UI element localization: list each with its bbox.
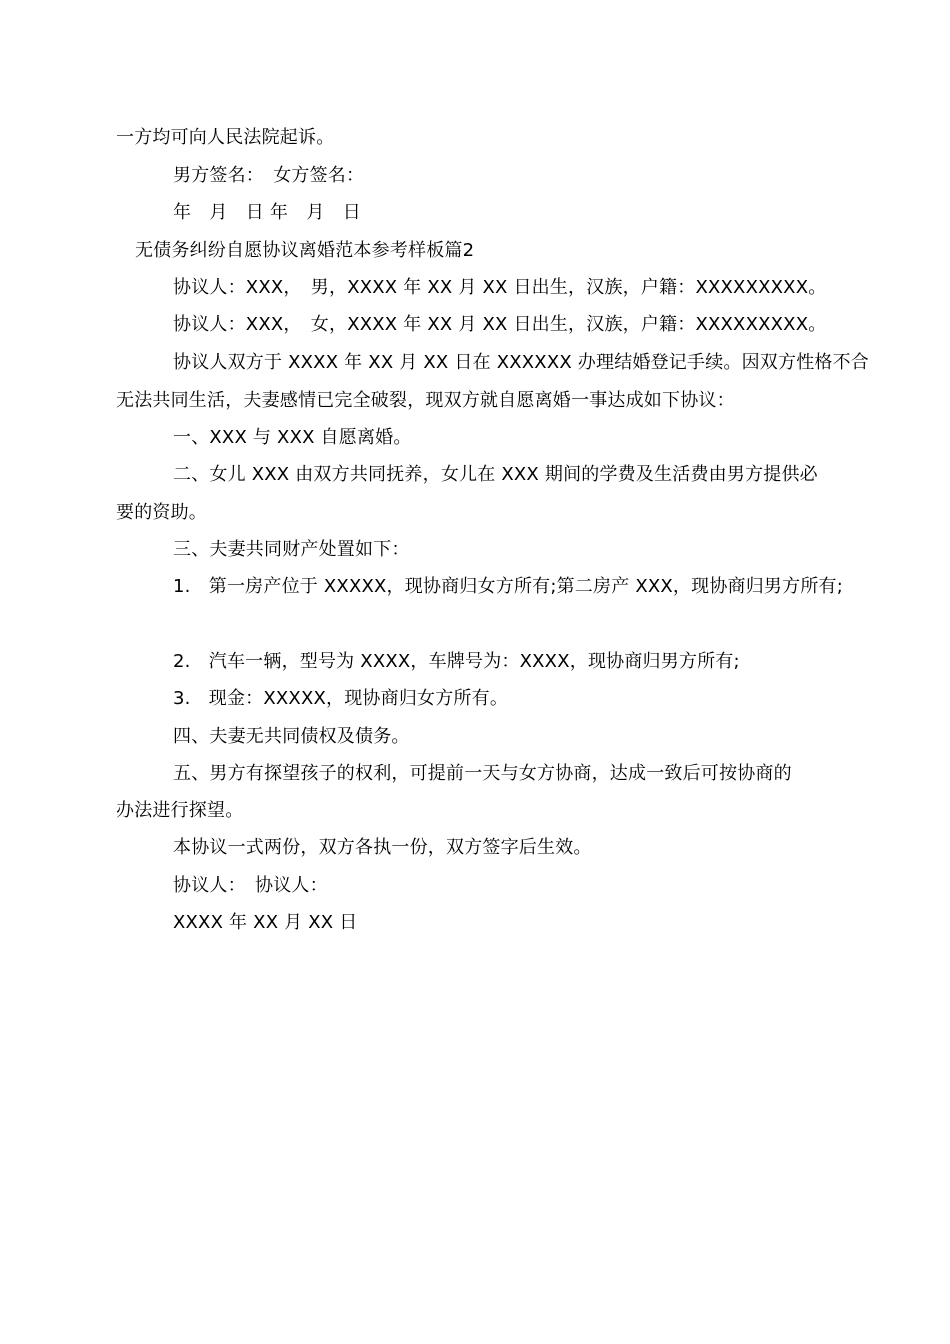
clause-4: 四、夫妻无共同债权及债务。 bbox=[173, 726, 410, 747]
text-line: 一方均可向人民法院起诉。 bbox=[116, 127, 335, 148]
date-placeholders: 年 月 日 年 月 日 bbox=[173, 202, 361, 223]
party-info-male: 协议人：XXX， 男，XXXX 年 XX 月 XX 日出生，汉族，户籍：XXXXXXXXX。 bbox=[173, 277, 827, 298]
clause-1: 一、XXX 与 XXX 自愿离婚。 bbox=[173, 427, 412, 448]
text-line: 要的资助。 bbox=[116, 502, 207, 523]
text-line: 无法共同生活，夫妻感情已完全破裂，现双方就自愿离婚一事达成如下协议： bbox=[116, 390, 735, 411]
text-line: 本协议一式两份，双方各执一份，双方签字后生效。 bbox=[173, 837, 592, 858]
signature-labels: 协议人： 协议人： bbox=[173, 875, 328, 896]
text-line: 办法进行探望。 bbox=[116, 800, 244, 821]
list-item: 1. 第一房产位于 XXXXX，现协商归女方所有;第二房产 XXX，现协商归男方所有; bbox=[173, 576, 843, 597]
date-line: XXXX 年 XX 月 XX 日 bbox=[173, 912, 358, 933]
signature-labels: 男方签名： 女方签名： bbox=[173, 165, 365, 186]
clause-3: 三、夫妻共同财产处置如下： bbox=[173, 539, 410, 560]
section-title: 无债务纠纷自愿协议离婚范本参考样板篇2 bbox=[135, 240, 475, 261]
clause-5: 五、男方有探望孩子的权利，可提前一天与女方协商，达成一致后可按协商的 bbox=[173, 763, 792, 784]
list-item: 2. 汽车一辆，型号为 XXXX，车牌号为：XXXX，现协商归男方所有; bbox=[173, 651, 740, 672]
party-info-female: 协议人：XXX， 女，XXXX 年 XX 月 XX 日出生，汉族，户籍：XXXXXXXXX。 bbox=[173, 314, 827, 335]
list-item: 3. 现金：XXXXX，现协商归女方所有。 bbox=[173, 688, 509, 709]
clause-2: 二、女儿 XXX 由双方共同抚养，女儿在 XXX 期间的学费及生活费由男方提供必 bbox=[173, 464, 818, 485]
text-line: 协议人双方于 XXXX 年 XX 月 XX 日在 XXXXXX 办理结婚登记手续。因双方性格不合 bbox=[173, 352, 870, 373]
